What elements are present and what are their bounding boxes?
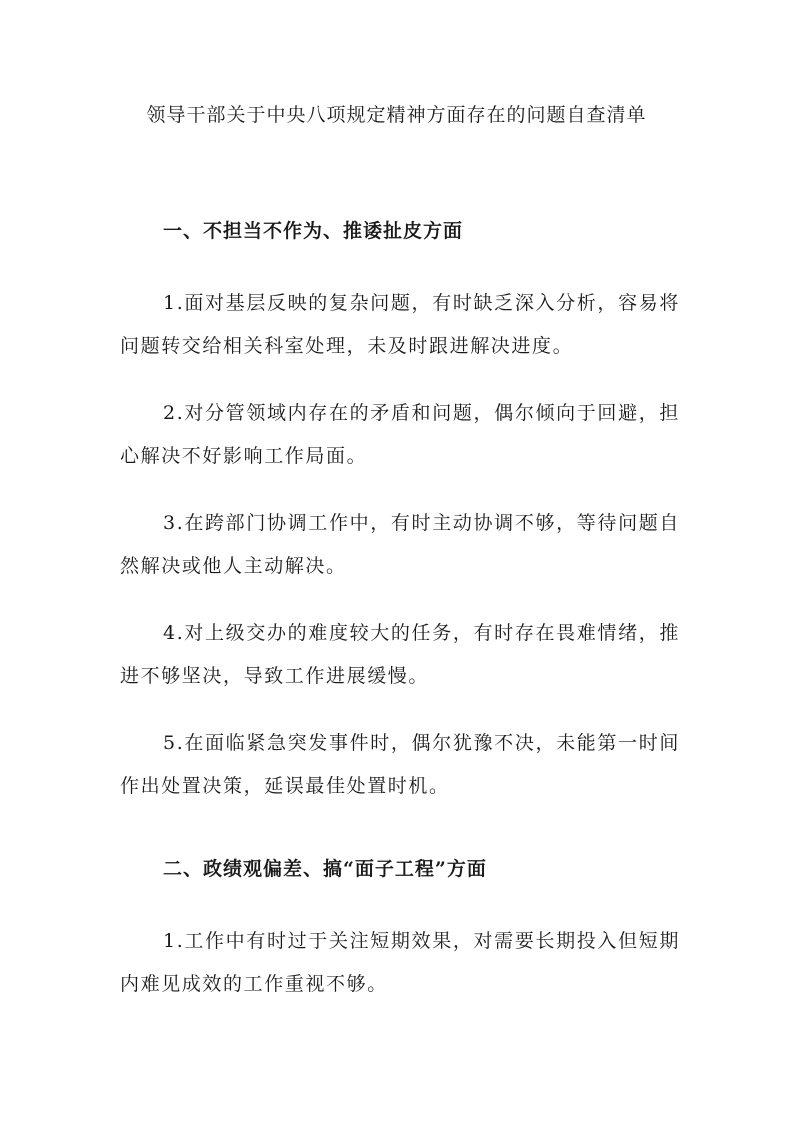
section-1-item-5: 5.在面临紧急突发事件时，偶尔犹豫不决，未能第一时间作出处置决策，延误最佳处置时机。 <box>120 732 680 797</box>
section-heading-1: 一、不担当不作为、推诿扯皮方面 <box>163 220 464 242</box>
document-title: 领导干部关于中央八项规定精神方面存在的问题自查清单 <box>146 104 647 126</box>
section-1-item-2: 2.对分管领域内存在的矛盾和问题，偶尔倾向于回避，担心解决不好影响工作局面。 <box>120 402 680 467</box>
section-1-item-1: 1.面对基层反映的复杂问题，有时缺乏深入分析，容易将问题转交给相关科室处理，未及时跟进解决进度。 <box>120 292 680 357</box>
section-1-item-3: 3.在跨部门协调工作中，有时主动协调不够，等待问题自然解决或他人主动解决。 <box>120 512 680 577</box>
section-2-item-1: 1.工作中有时过于关注短期效果，对需要长期投入但短期内难见成效的工作重视不够。 <box>120 930 680 995</box>
section-heading-2: 二、政绩观偏差、搞“面子工程”方面 <box>163 858 487 880</box>
section-1-item-4: 4.对上级交办的难度较大的任务，有时存在畏难情绪，推进不够坚决，导致工作进展缓慢。 <box>120 622 680 687</box>
